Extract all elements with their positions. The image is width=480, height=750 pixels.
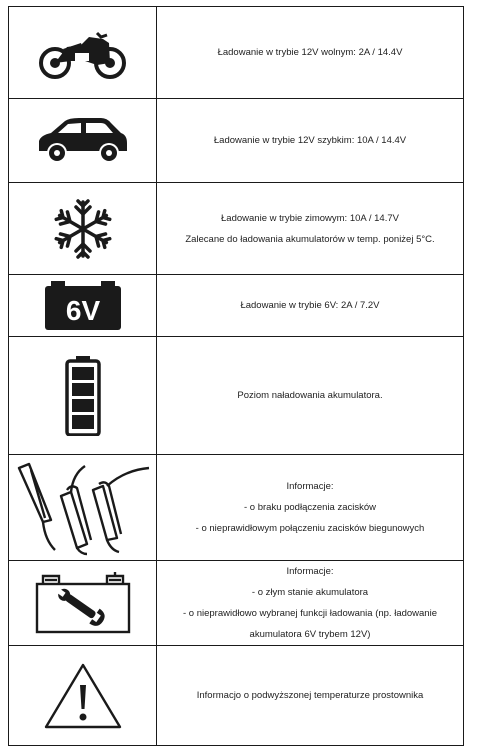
car-icon bbox=[35, 115, 131, 167]
description-cell bbox=[157, 7, 464, 99]
table-row bbox=[9, 337, 464, 455]
table-row bbox=[9, 99, 464, 183]
description-line: Informacje: bbox=[286, 566, 334, 577]
table-row bbox=[9, 275, 464, 337]
description-line: Ładowanie w trybie 12V szybkim: 10A / 14.4V bbox=[213, 135, 407, 146]
table-row bbox=[9, 455, 464, 561]
description-line: Poziom naładowania akumulatora. bbox=[237, 390, 383, 401]
description-line: Informacjo o podwyższonej temperaturze prostownika bbox=[196, 690, 424, 701]
table-row bbox=[9, 7, 464, 99]
table-row bbox=[9, 561, 464, 646]
icon-cell bbox=[9, 275, 157, 337]
clamps-icon bbox=[15, 460, 151, 556]
description-line: - o braku podłączenia zacisków bbox=[243, 502, 376, 513]
warning-triangle-icon bbox=[42, 661, 124, 731]
icon-cell bbox=[9, 561, 157, 646]
description-cell bbox=[157, 455, 464, 561]
description-line: Ładowanie w trybie 6V: 2A / 7.2V bbox=[240, 300, 380, 311]
description-line: Ładowanie w trybie zimowym: 10A / 14.7V bbox=[221, 212, 399, 224]
info-table bbox=[8, 6, 464, 746]
icon-cell bbox=[9, 646, 157, 746]
description-cell bbox=[157, 275, 464, 337]
description-line: - o nieprawidłowym połączeniu zacisków biegunowych bbox=[195, 523, 425, 534]
battery-6v-icon bbox=[43, 281, 123, 331]
description-cell bbox=[157, 561, 464, 646]
battery-level-icon bbox=[65, 356, 101, 436]
description-line: - o złym stanie akumulatora bbox=[251, 587, 369, 598]
description-line: Informacje: bbox=[286, 481, 334, 492]
icon-cell bbox=[9, 337, 157, 455]
description-line: Zalecane do ładowania akumulatorów w temp. poniżej 5°C. bbox=[185, 233, 435, 245]
description-line: Ładowanie w trybie 12V wolnym: 2A / 14.4V bbox=[217, 47, 403, 58]
description-cell bbox=[157, 646, 464, 746]
icon-cell bbox=[9, 7, 157, 99]
icon-cell bbox=[9, 183, 157, 275]
description-cell bbox=[157, 183, 464, 275]
table-row bbox=[9, 183, 464, 275]
description-line: - o nieprawidłowo wybranej funkcji ładowania (np. ładowanie bbox=[182, 608, 437, 619]
icon-cell bbox=[9, 99, 157, 183]
description-cell bbox=[157, 99, 464, 183]
motorcycle-icon bbox=[37, 27, 129, 79]
table-row bbox=[9, 646, 464, 746]
battery-6v-label: 6V bbox=[65, 294, 100, 326]
description-cell bbox=[157, 337, 464, 455]
battery-wrench-icon bbox=[33, 572, 133, 634]
snowflake-icon bbox=[53, 199, 113, 259]
icon-cell bbox=[9, 455, 157, 561]
description-line: akumulatora 6V trybem 12V) bbox=[249, 629, 371, 640]
